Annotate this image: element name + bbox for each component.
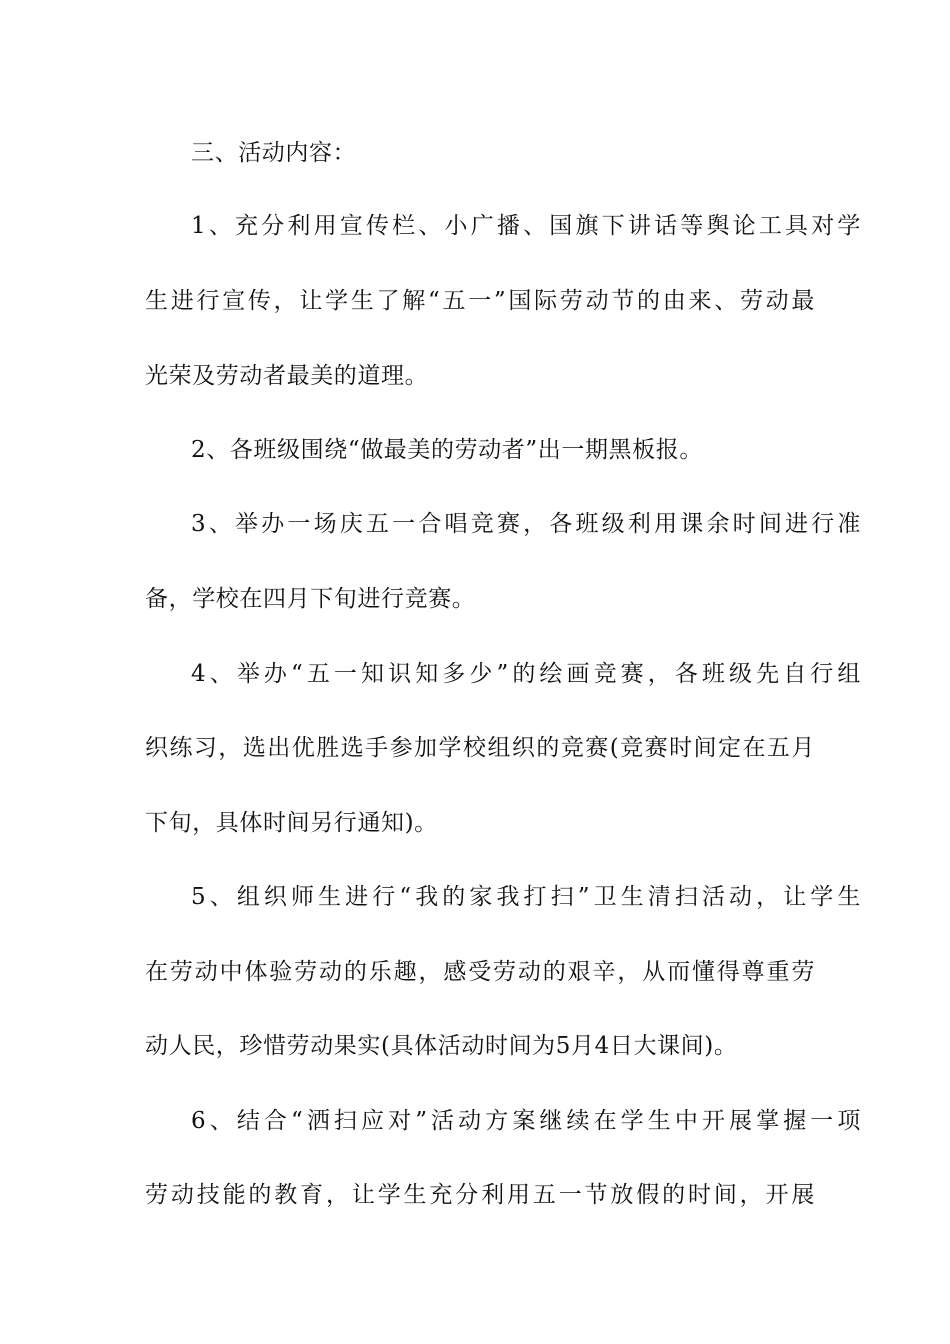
paragraph-line: 在劳动中体验劳动的乐趣，感受劳动的艰辛，从而懂得尊重劳	[145, 959, 815, 985]
paragraph-line: 劳动技能的教育，让学生充分利用五一节放假的时间，开展	[145, 1182, 815, 1208]
paragraph-line: 6、结合“洒扫应对”活动方案继续在学生中开展掌握一项	[191, 1108, 861, 1134]
section-heading: 三、活动内容：	[191, 140, 357, 166]
paragraph-line: 织练习，选出优胜选手参加学校组织的竞赛(竞赛时间定在五月	[145, 735, 815, 761]
paragraph-line: 下旬，具体时间另行通知)。	[145, 810, 438, 836]
paragraph-line: 4、举办“五一知识知多少”的绘画竞赛，各班级先自行组	[191, 661, 861, 687]
paragraph-line: 1、充分利用宣传栏、小广播、国旗下讲话等舆论工具对学	[191, 213, 861, 239]
paragraph-line: 备，学校在四月下旬进行竞赛。	[145, 586, 476, 612]
paragraph-line: 2、各班级围绕“做最美的劳动者”出一期黑板报。	[191, 437, 703, 463]
paragraph-line: 光荣及劳动者最美的道理。	[145, 363, 429, 389]
paragraph-line: 生进行宣传，让学生了解“五一”国际劳动节的由来、劳动最	[145, 288, 815, 314]
paragraph-line: 5、组织师生进行“我的家我打扫”卫生清扫活动，让学生	[191, 884, 861, 910]
paragraph-line: 3、举办一场庆五一合唱竞赛，各班级利用课余时间进行准	[191, 511, 861, 537]
paragraph-line: 动人民，珍惜劳动果实(具体活动时间为5月4日大课间)。	[145, 1033, 738, 1059]
